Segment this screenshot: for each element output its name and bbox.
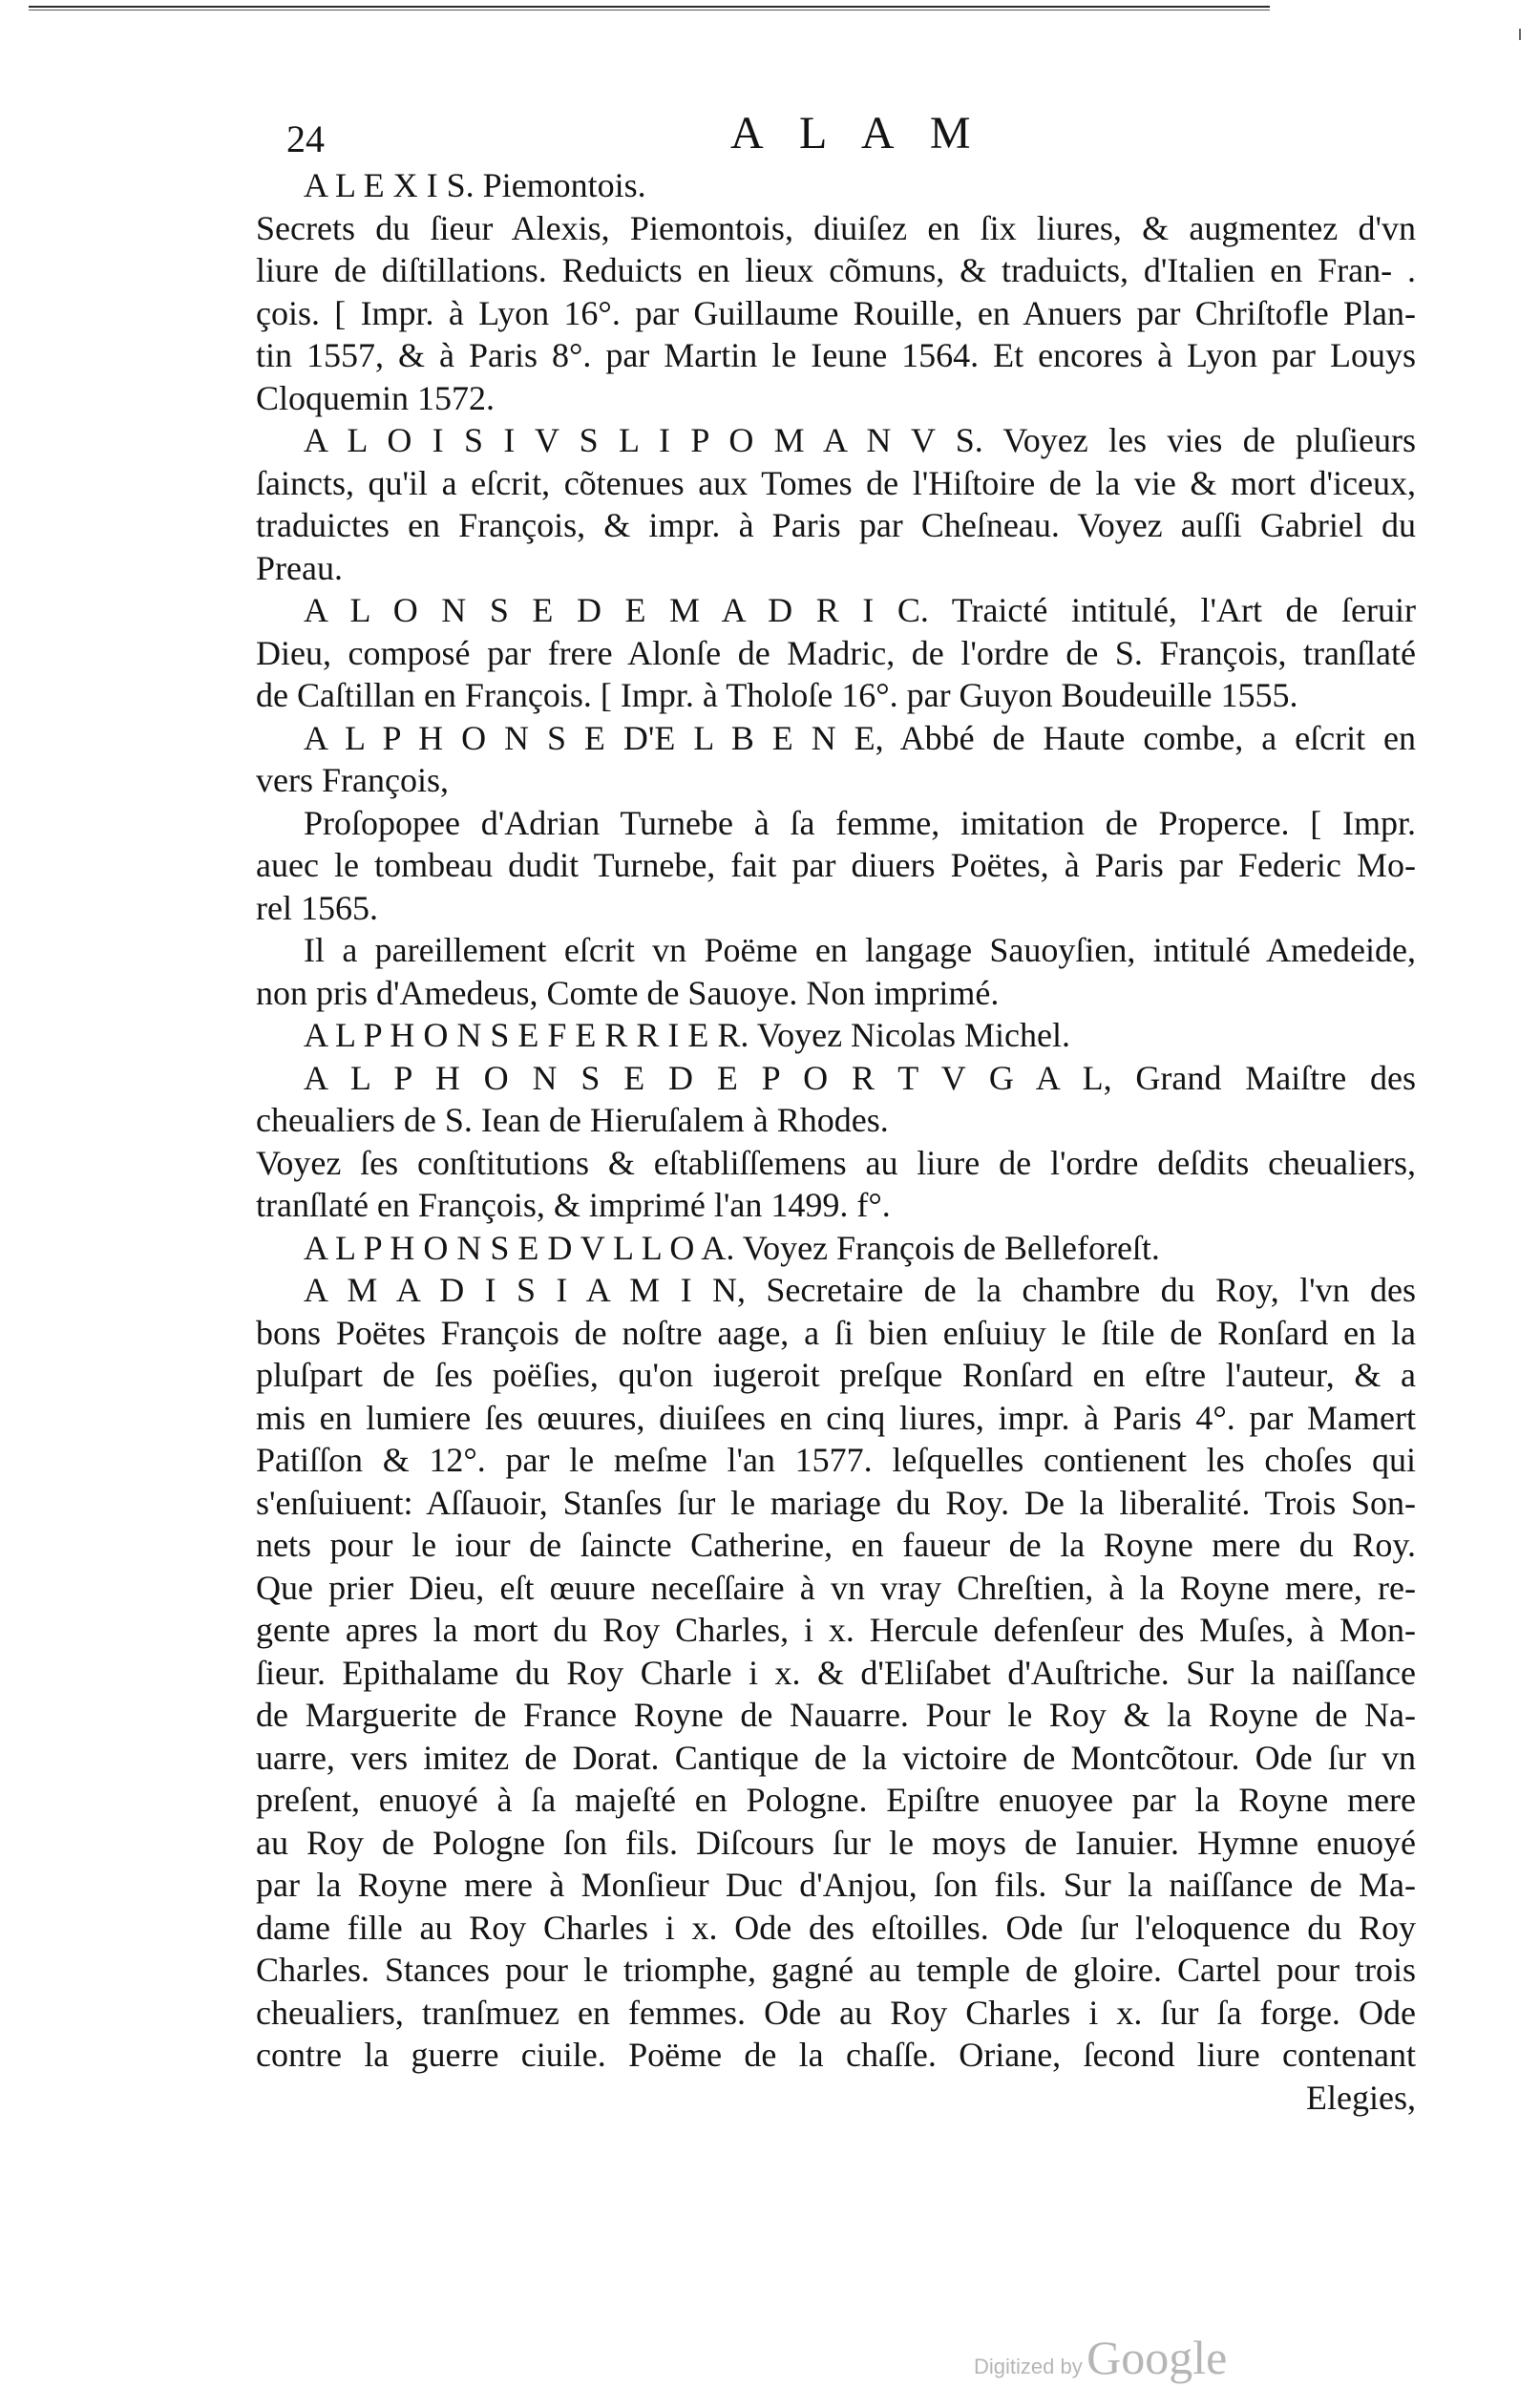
text-line: au Roy de Pologne ſon fils. Diſcours ſur le moys de Ianuier. Hymne enuoyé <box>256 1823 1416 1862</box>
text-line: dame fille au Roy Charles i x. Ode des eſtoilles. Ode ſur l'eloquence du Roy <box>256 1908 1416 1947</box>
text-line: nets pour le iour de ſaincte Catherine, en faueur de la Royne mere du Roy. <box>256 1526 1416 1564</box>
text-line: Voyez ſes conſtitutions & eſtabliſſemens au liure de l'ordre deſdits cheualiers, <box>256 1143 1416 1182</box>
entry-heading-lipomanus: A L O I S I V S L I P O M A N V S. Voyez les vies de pluſieurs <box>304 421 1416 459</box>
text-line: Charles. Stances pour le triomphe, gagné au temple de gloire. Cartel pour trois <box>256 1951 1416 1989</box>
text-line: non pris d'Amedeus, Comte de Sauoye. Non imprimé. <box>256 973 1000 1012</box>
body-text <box>256 164 1416 2119</box>
entry-heading-elbene: A L P H O N S E D'E L B E N E, Abbé de Haute combe, a eſcrit en <box>304 718 1416 757</box>
entry-heading-portugal: A L P H O N S E D E P O R T V G A L, Grand Maiſtre des <box>304 1058 1416 1097</box>
text-line: uarre, vers imitez de Dorat. Cantique de la victoire de Montcõtour. Ode ſur vn <box>256 1738 1416 1777</box>
text-line: ſaincts, qu'il a eſcrit, cõtenues aux Tomes de l'Hiſtoire de la vie & mort d'iceux, <box>256 463 1416 502</box>
text-line: vers François, <box>256 761 449 799</box>
text-line: bons Poëtes François de noſtre aage, a ſi bien enſuiuy le ſtile de Ronſard en la <box>256 1313 1416 1352</box>
entry-heading-ferrier: A L P H O N S E F E R R I E R. Voyez Nicolas Michel. <box>304 1016 1070 1054</box>
text-line: contre la guerre ciuile. Poëme de la chaſſe. Oriane, ſecond liure contenant <box>256 2036 1416 2074</box>
text-line: gente apres la mort du Roy Charles, i x. Hercule defenſeur des Muſes, à Mon- <box>256 1611 1416 1649</box>
text-line: liure de diſtillations. Reduicts en lieux cõmuns, & traduicts, d'Italien en Fran- . <box>256 251 1416 289</box>
running-head: A L A M <box>730 108 984 158</box>
top-rule <box>29 6 1270 11</box>
entry-heading-alexis: A L E X I S. Piemontois. <box>304 166 646 204</box>
text-line: auec le tombeau dudit Turnebe, fait par diuers Poëtes, à Paris par Federic Mo- <box>256 846 1416 884</box>
text-line: Dieu, composé par frere Alonſe de Madric, de l'ordre de S. François, tranſlaté <box>256 633 1416 672</box>
text-line: rel 1565. <box>256 888 378 927</box>
text-line: preſent, enuoyé à ſa majeſté en Pologne. Epiſtre enuoyee par la Royne mere <box>256 1781 1416 1819</box>
page-header <box>286 107 1346 164</box>
text-line: s'enſuiuent: Aſſauoir, Stanſes ſur le mariage du Roy. De la liberalité. Trois Son- <box>256 1483 1416 1522</box>
text-line: Cloquemin 1572. <box>256 378 495 417</box>
text-line: Il a pareillement eſcrit vn Poëme en langage Sauoyſien, intitulé Amedeide, <box>304 931 1416 969</box>
text-line: Que prier Dieu, eſt œuure neceſſaire à vn vray Chreſtien, à la Royne mere, re- <box>256 1568 1416 1607</box>
entry-heading-dulloa: A L P H O N S E D V L L O A. Voyez François de Belleforeſt. <box>304 1228 1160 1267</box>
digitized-by-google-watermark <box>974 2330 1227 2385</box>
text-line: ſieur. Epithalame du Roy Charle i x. & d'Eliſabet d'Auſtriche. Sur la naiſſance <box>256 1653 1416 1692</box>
entry-heading-madric: A L O N S E D E M A D R I C. Traicté intitulé, l'Art de ſeruir <box>304 591 1416 629</box>
text-line: çois. [ Impr. à Lyon 16°. par Guillaume Rouille, en Anuers par Chriſtofle Plan- <box>256 293 1416 332</box>
text-line: Patiſſon & 12°. par le meſme l'an 1577. leſquelles contienent les choſes qui <box>256 1441 1416 1479</box>
google-wordmark: Google <box>1086 2331 1228 2384</box>
digitized-label: Digitized by <box>974 2355 1083 2378</box>
text-line: cheualiers de S. Iean de Hieruſalem à Rhodes. <box>256 1101 889 1139</box>
catchword: Elegies, <box>1306 2078 1416 2117</box>
text-line: de Marguerite de France Royne de Nauarre. Pour le Roy & la Royne de Na- <box>256 1696 1416 1734</box>
page-number: 24 <box>286 117 325 160</box>
text-line: pluſpart de ſes poëſies, qu'on iugeroit preſque Ronſard en eſtre l'auteur, & a <box>256 1356 1416 1394</box>
text-line: Preau. <box>256 548 343 587</box>
entry-heading-iamin: A M A D I S I A M I N, Secretaire de la chambre du Roy, l'vn des <box>304 1271 1416 1309</box>
text-line: Proſopopee d'Adrian Turnebe à ſa femme, imitation de Properce. [ Impr. <box>304 803 1416 842</box>
text-line: cheualiers, tranſmuez en femmes. Ode au Roy Charles i x. ſur ſa forge. Ode <box>256 1993 1416 2032</box>
text-line: Secrets du ſieur Alexis, Piemontois, diuiſez en ſix liures, & augmentez d'vn <box>256 208 1416 247</box>
text-line: tin 1557, & à Paris 8°. par Martin le Ieune 1564. Et encores à Lyon par Louys <box>256 336 1416 374</box>
margin-mark <box>1519 29 1521 40</box>
text-line: traduictes en François, & impr. à Paris par Cheſneau. Voyez auſſi Gabriel du <box>256 506 1416 544</box>
text-line: tranſlaté en François, & imprimé l'an 1499. f°. <box>256 1186 891 1224</box>
text-line: mis en lumiere ſes œuures, diuiſees en cinq liures, impr. à Paris 4°. par Mamert <box>256 1398 1416 1437</box>
text-line: par la Royne mere à Monſieur Duc d'Anjou, ſon fils. Sur la naiſſance de Ma- <box>256 1866 1416 1904</box>
text-line: de Caſtillan en François. [ Impr. à Tholoſe 16°. par Guyon Boudeuille 1555. <box>256 676 1298 714</box>
